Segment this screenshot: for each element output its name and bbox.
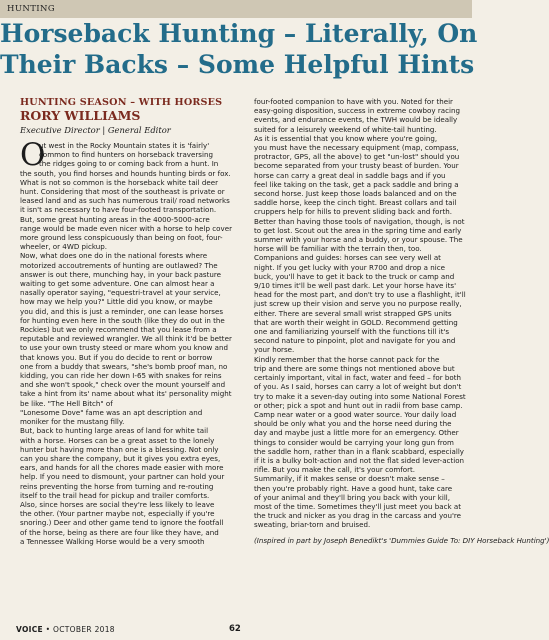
text-line: the other. (Your partner maybe not, especially if you're [20, 509, 215, 519]
footer-issue [16, 625, 115, 634]
text-line: sweating, briar-torn and bruised. [254, 520, 371, 530]
text-line: hunter but having more than one is a blessing. Not only [20, 444, 219, 454]
text-line: reins preventing the horse from turning and re-routing [20, 481, 214, 491]
text-line: with a horse. Horses can be a great asset to the lonely [20, 435, 215, 445]
article-column-right [254, 97, 549, 545]
text-line: buck, you'll have to get it back to the truck or camp and [254, 271, 455, 281]
text-line: things to consider would be carrying your long gun from [254, 437, 454, 447]
text-line: Now, what does one do in the national forests where [20, 251, 208, 261]
text-line: the south, you find horses and hounds hunting birds or fox. [20, 168, 231, 178]
text-line: and she won't spook," check over the mount yourself and [20, 380, 226, 390]
text-line: become separated from your trusty beast of burden. Your [254, 161, 459, 171]
text-line: of you. As I said, horses can carry a lot of weight but don't [254, 382, 462, 392]
article-title-line-1: Horseback Hunting – Literally, On [0, 19, 478, 48]
article-title [0, 18, 478, 80]
text-line: the truck and nicker as you drag in the carcass and you're [254, 511, 462, 521]
drop-cap-paragraph [20, 137, 220, 173]
text-line: cruppers help for hills to prevent sliding back and forth. [254, 207, 452, 217]
left-body-text [20, 168, 232, 546]
text-line: range would be made even nicer with a horse to help cover [20, 223, 232, 233]
text-line: you must have the necessary equipment (map, compass, [254, 143, 459, 153]
text-line: be like. "The Hell Bitch" of [20, 398, 113, 408]
text-line: one from a buddy that swears, "she's bomb proof man, no [20, 361, 228, 371]
text-line: protractor, GPS, all the above) to get "un-lost" should you [254, 152, 460, 162]
text-line: that knows you. But if you do decide to rent or borrow [20, 352, 213, 362]
text-line: of the horse, being as there are four like they have, and [20, 527, 219, 537]
text-line: ears, and hands for all the chores made easier with more [20, 463, 224, 473]
text-line: second horse. Just keep those loads balanced and on the [254, 189, 457, 199]
text-line: wheeler, or 4WD pickup. [20, 242, 108, 252]
text-line: motorized accoutrements of hunting are outlawed? The [20, 260, 218, 270]
text-line: hunt. Considering that most of the southeast is private or [20, 187, 225, 197]
text-line: moniker for the mustang filly. [20, 417, 125, 427]
text-line: second nature to pinpoint, plot and navigate for you and [254, 336, 456, 346]
text-line: head for the most part, and don't try to use a flashlight, it'll [254, 290, 466, 300]
drop-cap: O [20, 137, 46, 173]
text-line: events, and endurance events, the TWH would be ideally [254, 115, 458, 125]
text-line: for hunting even here in the south (like they do out in the [20, 315, 225, 325]
text-line: take a hint from its' name about what its' personality might [20, 389, 232, 399]
intro-lines [20, 137, 220, 173]
text-line: kidding, you can ride her down I-65 with snakes for reins [20, 371, 222, 381]
text-line: suited for a leisurely weekend of white-tail hunting. [254, 124, 437, 134]
text-line: "Lonesome Dove" fame was an apt description and [20, 407, 203, 417]
credit-note [254, 535, 549, 545]
text-line: Companions and guides: horses can see very well at [254, 253, 441, 263]
text-line: summer with your horse and a buddy, or your spouse. The [254, 235, 463, 245]
text-line: you did, and this is just a reminder, one can lease horses [20, 306, 224, 316]
text-line: horse will be familiar with the terrain then, too. [254, 244, 422, 254]
text-line: just screw up their vision and serve you no purpose really, [254, 299, 462, 309]
text-line: more ground less conspicuously than being on foot, four- [20, 233, 223, 243]
text-line: help. If you need to dismount, your partner can hold your [20, 472, 225, 482]
text-line: Kindly remember that the horse cannot pack for the [254, 354, 440, 364]
text-line: nasally operator saying, "equestri-travel at your service, [20, 288, 221, 298]
text-line: waiting to get some adventure. One can almost hear a [20, 279, 215, 289]
text-line: night. If you get lucky with your R700 and drop a nice [254, 262, 445, 272]
author-name: RORY WILLIAMS [20, 108, 141, 123]
text-line: answer is out there, munching hay, in your back pasture [20, 269, 222, 279]
text-line: the ridges going to or coming back from a hunt. In [39, 159, 219, 169]
text-line: try to make it a seven-day outing into some National Forest [254, 391, 466, 401]
credit-line: (Inspired in part by Joseph Benedikt's 'Dummies Guide To: DIY Horseback Hunting') [254, 535, 549, 545]
text-line: Better than having those tools of navigation, though, is not [254, 216, 465, 226]
section-label: HUNTING [7, 4, 56, 14]
text-line: the saddle horn, rather than in a flank scabbard, especially [254, 446, 465, 456]
text-line: reputable and reviewed wrangler. We all think it'd be better [20, 334, 232, 344]
text-line: a Tennessee Walking Horse would be a very smooth [20, 536, 205, 546]
text-line: horse can carry a great deal in saddle bags and if you [254, 170, 446, 180]
text-line: can you share the company, but it gives you extra eyes, [20, 453, 221, 463]
text-line: feel like taking on the task, get a pack saddle and bring a [254, 179, 459, 189]
text-line: should be only what you and the horse need during the [254, 419, 452, 429]
article-title-line-2: Their Backs – Some Helpful Hints [0, 50, 475, 79]
text-line: snoring.) Deer and other game tend to ignore the footfall [20, 518, 224, 528]
right-body-text [254, 97, 466, 530]
text-line: either. There are several small wrist strapped GPS units [254, 308, 452, 318]
text-line: trip and there are some things not mentioned above but [254, 363, 455, 373]
text-line: certainly important, vital in fact, water and feed – for both [254, 373, 462, 383]
text-line: As it is essential that you know where you're going, [254, 133, 438, 143]
text-line: four-footed companion to have with you. Noted for their [254, 97, 453, 106]
section-header-bar [0, 0, 472, 18]
author-role: Executive Director | General Editor [20, 125, 171, 135]
text-line: it isn't as necessary to have four-footed transportation. [20, 205, 217, 215]
text-line: of your animal and they'll bring you back with your kill, [254, 492, 451, 502]
footer-brand: VOICE [16, 625, 43, 634]
article-subhead: HUNTING SEASON – WITH HORSES [20, 97, 223, 108]
text-line: 9/10 times it'll be well past dark. Let your horse have its' [254, 281, 457, 291]
text-line: your horse. [254, 345, 295, 355]
text-line: But, some great hunting areas in the 4000-5000-acre [20, 214, 210, 224]
text-line: common to find hunters on horseback traversing [39, 150, 213, 160]
text-line: day and maybe just a little more for an emergency. Other [254, 428, 459, 438]
footer-date: • OCTOBER 2018 [42, 625, 115, 634]
text-line: one and familiarizing yourself with the functions till it's [254, 327, 450, 337]
text-line: Camp near water or a good water source. Your daily load [254, 409, 457, 419]
text-line: to use your own trusty steed or mare whom you know and [20, 343, 228, 353]
text-line: how may we help you?" Little did you know, or maybe [20, 297, 213, 307]
page-number: 62 [229, 624, 241, 634]
text-line: What is not so common is the horseback white tail deer [20, 177, 219, 187]
text-line: most of the time. Sometimes they'll just meet you back at [254, 501, 461, 511]
text-line: to get lost. Scout out the area in the spring time and early [254, 225, 462, 235]
text-line: or other; pick a spot and hunt out in radii from base camp. [254, 400, 463, 410]
text-line: Also, since horses are social they're less likely to leave [20, 499, 215, 509]
text-line: But, back to hunting large areas of land for white tail [20, 426, 209, 436]
text-line: rifle. But you make the call, it's your comfort. [254, 465, 416, 475]
text-line: Summarily, if it makes sense or doesn't make sense – [254, 474, 445, 484]
text-line: if it is a bulky bolt-action and not the flat sided lever-action [254, 455, 465, 465]
text-line: easy-going disposition, success in extreme cowboy racing [254, 106, 460, 116]
text-line: leased land and as such has numerous trail/ road networks [20, 196, 230, 206]
text-line: ut west in the Rocky Mountain states it is 'fairly' [39, 141, 210, 150]
text-line: that are worth their weight in GOLD. Recommend getting [254, 317, 458, 327]
text-line: itself to the trail head for pickup and trailer comforts. [20, 490, 210, 500]
text-line: saddle horse, keep the cinch tight. Breast collars and tail [254, 198, 457, 208]
text-line: Rockies) but we only recommend that you lease from a [20, 325, 217, 335]
text-line: then you're probably right. Have a good hunt, take care [254, 483, 453, 493]
article-column-left [20, 97, 232, 546]
